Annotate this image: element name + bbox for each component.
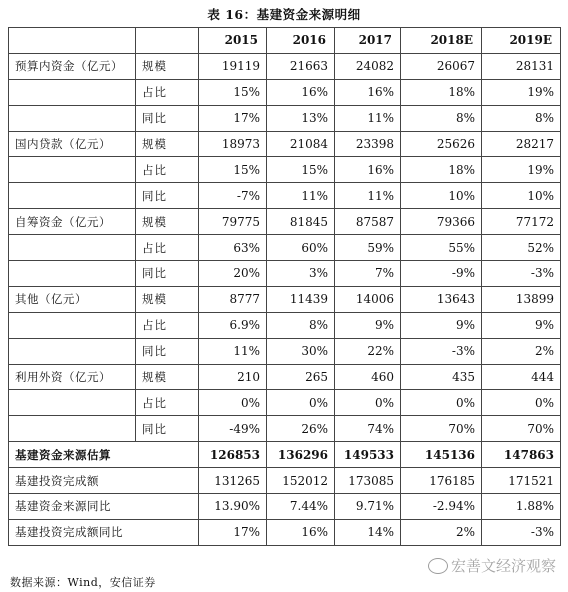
value-cell: 0% (335, 390, 401, 416)
value-cell: 9% (482, 312, 561, 338)
value-cell: 0% (482, 390, 561, 416)
value-cell: -3% (482, 519, 561, 545)
value-cell: 21084 (267, 131, 335, 157)
header-cell (136, 28, 199, 54)
category-cell (9, 157, 136, 183)
watermark (428, 555, 556, 576)
metric-cell: 同比 (136, 105, 199, 131)
table-row (9, 183, 561, 209)
value-cell: 17% (199, 105, 267, 131)
value-cell: 55% (401, 235, 482, 261)
value-cell: 26067 (401, 53, 482, 79)
value-cell: 0% (199, 390, 267, 416)
value-cell: 460 (335, 364, 401, 390)
value-cell: 8777 (199, 286, 267, 312)
wechat-icon (428, 558, 448, 574)
capital-source-table (8, 27, 561, 546)
value-cell: 79366 (401, 209, 482, 235)
category-cell: 国内贷款（亿元） (9, 131, 136, 157)
value-cell: 136296 (267, 442, 335, 468)
value-cell: 81845 (267, 209, 335, 235)
header-cell: 2015 (199, 28, 267, 54)
value-cell: 59% (335, 235, 401, 261)
metric-cell: 规模 (136, 286, 199, 312)
value-cell: 3% (267, 261, 335, 287)
value-cell: 126853 (199, 442, 267, 468)
category-cell: 其他（亿元） (9, 286, 136, 312)
value-cell: -2.94% (401, 494, 482, 520)
value-cell: 171521 (482, 468, 561, 494)
table-row (9, 416, 561, 442)
value-cell: 18973 (199, 131, 267, 157)
value-cell: -3% (482, 261, 561, 287)
summary-label-cell: 基建投资完成额同比 (9, 519, 199, 545)
value-cell: 16% (267, 519, 335, 545)
value-cell: 11% (199, 338, 267, 364)
value-cell: 25626 (401, 131, 482, 157)
metric-cell: 规模 (136, 209, 199, 235)
value-cell: 210 (199, 364, 267, 390)
metric-cell: 规模 (136, 131, 199, 157)
metric-cell: 占比 (136, 157, 199, 183)
category-cell: 预算内资金（亿元） (9, 53, 136, 79)
metric-cell: 占比 (136, 312, 199, 338)
value-cell: 8% (267, 312, 335, 338)
header-cell: 2016 (267, 28, 335, 54)
summary-label-cell: 基建资金来源估算 (9, 442, 199, 468)
value-cell: 23398 (335, 131, 401, 157)
summary-label-cell: 基建资金来源同比 (9, 494, 199, 520)
value-cell: 18% (401, 79, 482, 105)
category-cell (9, 235, 136, 261)
value-cell: 2% (401, 519, 482, 545)
header-row (9, 28, 561, 54)
metric-cell: 同比 (136, 416, 199, 442)
value-cell: 22% (335, 338, 401, 364)
value-cell: 15% (267, 157, 335, 183)
metric-cell: 占比 (136, 79, 199, 105)
table-row (9, 286, 561, 312)
value-cell: 14% (335, 519, 401, 545)
header-cell: 2018E (401, 28, 482, 54)
value-cell: 79775 (199, 209, 267, 235)
table-row (9, 157, 561, 183)
table-row (9, 261, 561, 287)
value-cell: 60% (267, 235, 335, 261)
header-cell: 2017 (335, 28, 401, 54)
value-cell: 13% (267, 105, 335, 131)
category-cell (9, 312, 136, 338)
metric-cell: 规模 (136, 364, 199, 390)
value-cell: 9% (401, 312, 482, 338)
value-cell: 63% (199, 235, 267, 261)
summary-row (9, 519, 561, 545)
value-cell: -3% (401, 338, 482, 364)
table-title: 表 16：基建资金来源明细 (207, 7, 361, 22)
value-cell: 0% (267, 390, 335, 416)
header-cell (9, 28, 136, 54)
value-cell: 24082 (335, 53, 401, 79)
category-cell (9, 105, 136, 131)
value-cell: 16% (335, 79, 401, 105)
metric-cell: 占比 (136, 235, 199, 261)
value-cell: 6.9% (199, 312, 267, 338)
value-cell: 11% (267, 183, 335, 209)
metric-cell: 同比 (136, 261, 199, 287)
value-cell: 10% (401, 183, 482, 209)
value-cell: 15% (199, 157, 267, 183)
category-cell (9, 79, 136, 105)
value-cell: 11439 (267, 286, 335, 312)
summary-label-cell: 基建投资完成额 (9, 468, 199, 494)
value-cell: 20% (199, 261, 267, 287)
table-row (9, 235, 561, 261)
value-cell: 145136 (401, 442, 482, 468)
value-cell: 52% (482, 235, 561, 261)
value-cell: 173085 (335, 468, 401, 494)
value-cell: 13.90% (199, 494, 267, 520)
value-cell: 13643 (401, 286, 482, 312)
value-cell: 87587 (335, 209, 401, 235)
value-cell: 10% (482, 183, 561, 209)
summary-row (9, 468, 561, 494)
value-cell: 28131 (482, 53, 561, 79)
category-cell: 利用外资（亿元） (9, 364, 136, 390)
value-cell: 19% (482, 79, 561, 105)
value-cell: 28217 (482, 131, 561, 157)
value-cell: 11% (335, 105, 401, 131)
category-cell: 自筹资金（亿元） (9, 209, 136, 235)
summary-row (9, 494, 561, 520)
value-cell: 8% (482, 105, 561, 131)
table-row (9, 105, 561, 131)
value-cell: 15% (199, 79, 267, 105)
metric-cell: 规模 (136, 53, 199, 79)
value-cell: 0% (401, 390, 482, 416)
value-cell: 21663 (267, 53, 335, 79)
metric-cell: 同比 (136, 338, 199, 364)
value-cell: 7.44% (267, 494, 335, 520)
table-row (9, 312, 561, 338)
table-row (9, 364, 561, 390)
value-cell: 9% (335, 312, 401, 338)
table-row (9, 209, 561, 235)
metric-cell: 同比 (136, 183, 199, 209)
watermark-text: 宏善文经济观察 (451, 557, 557, 575)
value-cell: 19119 (199, 53, 267, 79)
value-cell: 16% (267, 79, 335, 105)
category-cell (9, 183, 136, 209)
value-cell: 149533 (335, 442, 401, 468)
value-cell: 26% (267, 416, 335, 442)
value-cell: 8% (401, 105, 482, 131)
value-cell: 74% (335, 416, 401, 442)
value-cell: 7% (335, 261, 401, 287)
value-cell: 131265 (199, 468, 267, 494)
category-cell (9, 338, 136, 364)
value-cell: 2% (482, 338, 561, 364)
value-cell: 19% (482, 157, 561, 183)
table-row (9, 79, 561, 105)
value-cell: 16% (335, 157, 401, 183)
table-row (9, 338, 561, 364)
value-cell: 1.88% (482, 494, 561, 520)
summary-row (9, 442, 561, 468)
header-cell: 2019E (482, 28, 561, 54)
value-cell: 176185 (401, 468, 482, 494)
value-cell: 147863 (482, 442, 561, 468)
value-cell: 9.71% (335, 494, 401, 520)
value-cell: 152012 (267, 468, 335, 494)
value-cell: -49% (199, 416, 267, 442)
value-cell: 30% (267, 338, 335, 364)
data-source-note: 数据来源：Wind，安信证券 (10, 576, 156, 589)
category-cell (9, 261, 136, 287)
value-cell: 11% (335, 183, 401, 209)
table-row (9, 131, 561, 157)
value-cell: -7% (199, 183, 267, 209)
table-row (9, 53, 561, 79)
metric-cell: 占比 (136, 390, 199, 416)
value-cell: 18% (401, 157, 482, 183)
category-cell (9, 390, 136, 416)
value-cell: 77172 (482, 209, 561, 235)
value-cell: 265 (267, 364, 335, 390)
value-cell: 70% (401, 416, 482, 442)
category-cell (9, 416, 136, 442)
value-cell: 70% (482, 416, 561, 442)
value-cell: 17% (199, 519, 267, 545)
value-cell: 444 (482, 364, 561, 390)
value-cell: 14006 (335, 286, 401, 312)
value-cell: 435 (401, 364, 482, 390)
table-row (9, 390, 561, 416)
value-cell: -9% (401, 261, 482, 287)
value-cell: 13899 (482, 286, 561, 312)
